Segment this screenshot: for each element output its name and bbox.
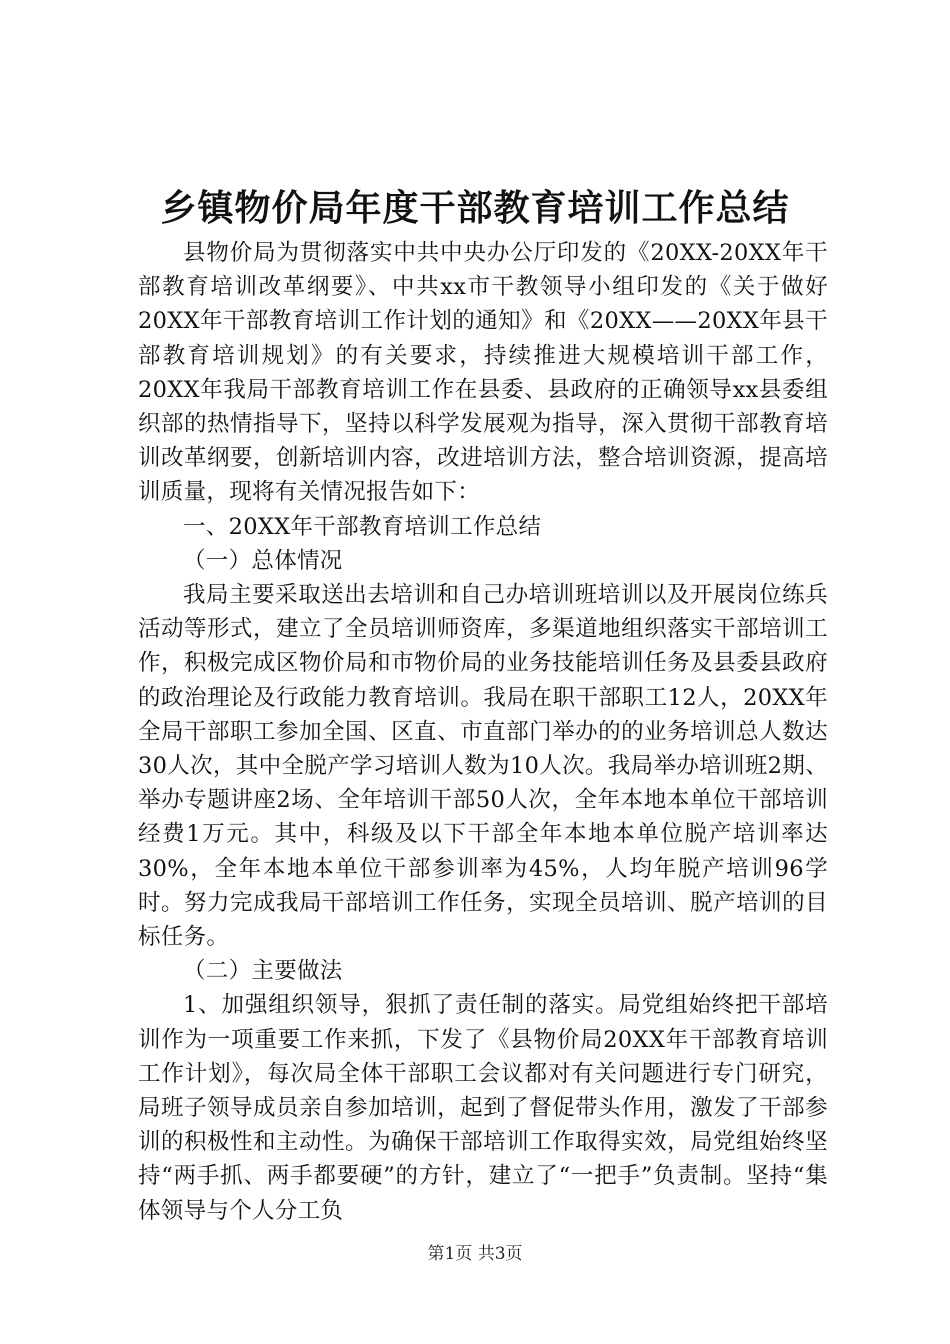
document-title: 乡镇物价局年度干部教育培训工作总结 <box>160 187 790 229</box>
subsection-heading-overall: （一）总体情况 <box>183 547 343 574</box>
methods-paragraph-1: 1、加强组织领导，狠抓了责任制的落实。局党组始终把干部培训作为一项重要工作来抓，下发了《县物价局20XX年干部教育培训工作计划》，每次局全体干部职工会议都对有关问题进行专门研究，局班子领导成员亲自参加培训，起到了督促带头作用，激发了干部参训的积极性和主动性。为确保干部培训工作取得实效，局党组始终坚持“两手抓、两手都要硬”的方针，建立了“一把手”负责制。坚持“集体领导与个人分工负 <box>138 992 828 1224</box>
page-number: 第1页 共3页 <box>427 1244 523 1264</box>
document-body <box>138 236 828 1228</box>
section-heading-1: 一、20XX年干部教育培训工作总结 <box>183 513 542 540</box>
overall-situation-paragraph: 我局主要采取送出去培训和自己办培训班培训以及开展岗位练兵活动等形式，建立了全员培训师资库，多渠道地组织落实干部培训工作，积极完成区物价局和市物价局的业务技能培训任务及县委县政府的政治理论及行政能力教育培训。我局在职干部职工12人，20XX年全局干部职工参加全国、区直、市直部门举办的的业务培训总人数达30人次，其中全脱产学习培训人数为10人次。我局举办培训班2期、举办专题讲座2场、全年培训干部50人次，全年本地本单位干部培训经费1万元。其中，科级及以下干部全年本地本单位脱产培训率达30%，全年本地本单位干部参训率为45%，人均年脱产培训96学时。努力完成我局干部培训工作任务，实现全员培训、脱产培训的目标任务。 <box>138 582 828 951</box>
intro-paragraph: 县物价局为贯彻落实中共中央办公厅印发的《20XX-20XX年干部教育培训改革纲要》、中共xx市干教领导小组印发的《关于做好20XX年干部教育培训工作计划的通知》和《20XX——20XX年县干部教育培训规划》的有关要求，持续推进大规模培训干部工作，20XX年我局干部教育培训工作在县委、县政府的正确领导xx县委组织部的热情指导下，坚持以科学发展观为指导，深入贯彻干部教育培训改革纲要，创新培训内容，改进培训方法，整合培训资源，提高培训质量，现将有关情况报告如下： <box>138 240 828 506</box>
subsection-heading-methods: （二）主要做法 <box>183 958 343 985</box>
